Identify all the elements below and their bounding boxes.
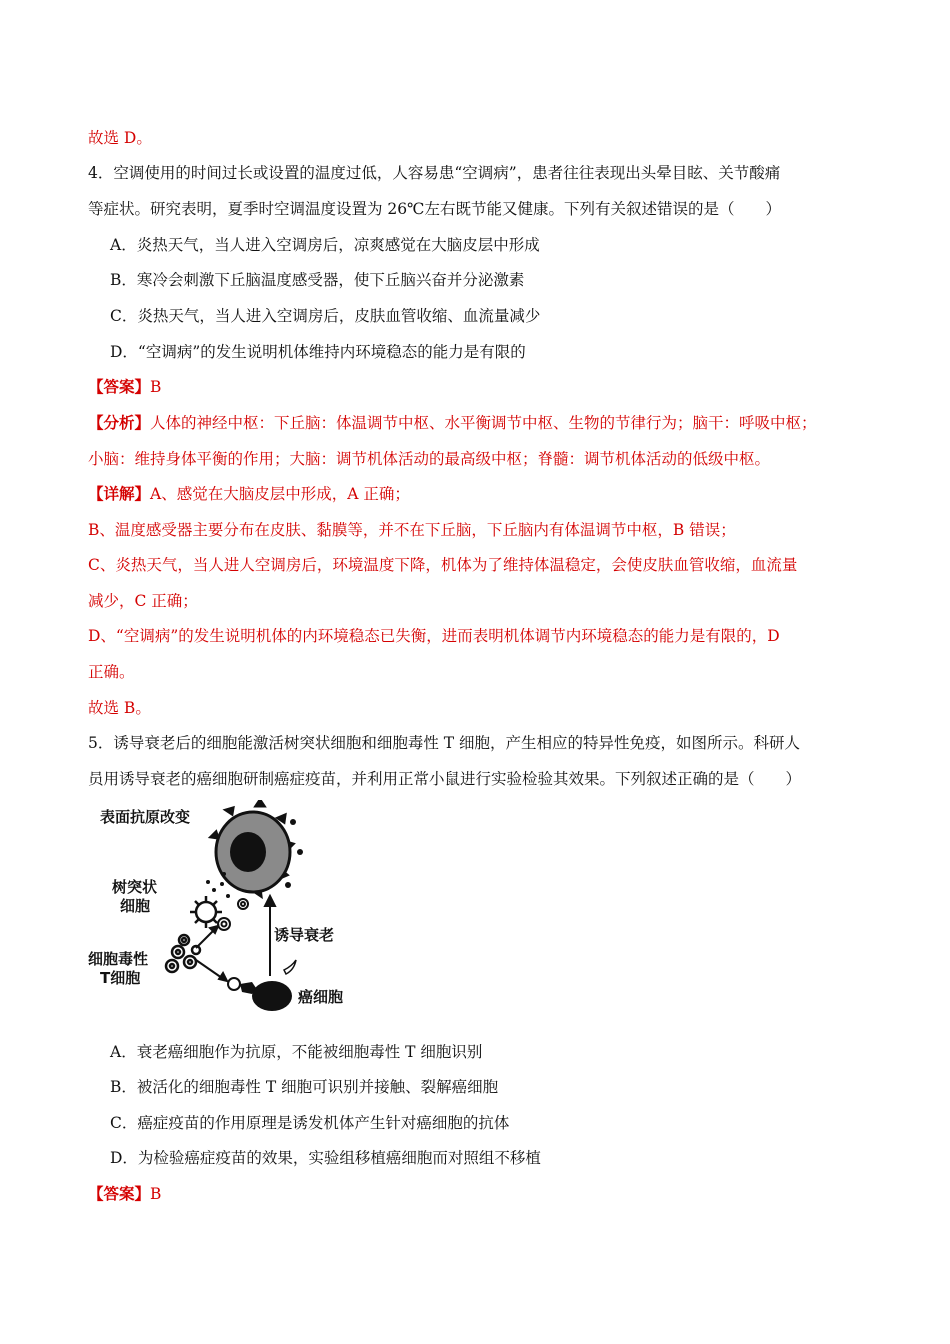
label-dendritic-1: 树突状 xyxy=(112,878,158,896)
dendritic-cell xyxy=(190,872,230,928)
q4-detail-line5: D、“空调病”的发生说明机体的内环境稳态已失衡，进而表明机体调节内环境稳态的能力是有限的，D xyxy=(88,627,780,645)
q4-option-c: C．炎热天气，当人进入空调房后，皮肤血管收缩、血流量减少 xyxy=(110,307,541,325)
q5-option-d: D．为检验癌症疫苗的效果，实验组移植癌细胞而对照组不移植 xyxy=(110,1149,541,1167)
q4-stem-line2: 等症状。研究表明，夏季时空调温度设置为 26℃左右既节能又健康。下列有关叙述错误的是（ ） xyxy=(88,200,781,218)
q5-answer-tag: 【答案】 xyxy=(88,1185,151,1203)
q5-answer-value: B xyxy=(150,1185,162,1203)
q4-analysis-line2: 小脑：维持身体平衡的作用；大脑：调节机体活动的最高级中枢；脊髓：调节机体活动的低级中枢。 xyxy=(88,450,771,468)
q4-detail-tag: 【详解】 xyxy=(88,485,151,503)
t-cell xyxy=(166,935,200,972)
q4-answer xyxy=(88,376,161,398)
q4-detail-text1: A、感觉在大脑皮层中形成，A 正确； xyxy=(150,485,410,503)
label-dendritic-2: 细胞 xyxy=(120,897,151,915)
q4-detail-line6: 正确。 xyxy=(88,663,135,681)
q4-conclusion: 故选 B。 xyxy=(88,699,151,717)
previous-conclusion: 故选 D。 xyxy=(88,129,152,147)
label-cancer-cell: 癌细胞 xyxy=(298,988,344,1006)
q4-answer-value: B xyxy=(150,378,162,396)
q5-option-b: B．被活化的细胞毒性 T 细胞可识别并接触、裂解癌细胞 xyxy=(110,1078,499,1096)
immune-diagram xyxy=(88,800,348,1020)
q5-answer xyxy=(88,1183,161,1205)
q4-analysis-line1 xyxy=(88,412,817,434)
q4-option-d: D．“空调病”的发生说明机体维持内环境稳态的能力是有限的 xyxy=(110,343,526,361)
antigen-marks xyxy=(218,899,248,930)
label-surface-antigen: 表面抗原改变 xyxy=(100,808,191,826)
q4-option-b: B．寒冷会刺激下丘脑温度感受器，使下丘脑兴奋并分泌激素 xyxy=(110,271,525,289)
label-tcell-1: 细胞毒性 xyxy=(88,950,149,968)
q4-stem-line1: 4．空调使用的时间过长或设置的温度过低，人容易患“空调病”，患者往往表现出头晕目眩、关节酸痛 xyxy=(88,164,781,182)
label-induce-senescence: 诱导衰老 xyxy=(274,926,335,944)
senescent-cell xyxy=(211,800,303,896)
q4-analysis-tag: 【分析】 xyxy=(88,414,151,432)
q4-option-a: A．炎热天气，当人进入空调房后，凉爽感觉在大脑皮层中形成 xyxy=(110,236,540,254)
q4-detail-line2: B、温度感受器主要分布在皮肤、黏膜等，并不在下丘脑，下丘脑内有体温调节中枢，B 错误； xyxy=(88,521,736,539)
q5-option-a: A．衰老癌细胞作为抗原，不能被细胞毒性 T 细胞识别 xyxy=(110,1043,483,1061)
q5-stem-line1: 5．诱导衰老后的细胞能激活树突状细胞和细胞毒性 T 细胞，产生相应的特异性免疫，如图所示。科研人 xyxy=(88,734,801,752)
q4-answer-tag: 【答案】 xyxy=(88,378,151,396)
q5-option-c: C．癌症疫苗的作用原理是诱发机体产生针对癌细胞的抗体 xyxy=(110,1114,510,1132)
q4-detail-line1 xyxy=(88,483,410,505)
cancer-cell xyxy=(228,960,296,1011)
q4-detail-line4: 减少，C 正确； xyxy=(88,592,198,610)
label-tcell-2: T细胞 xyxy=(100,969,141,987)
q5-stem-line2: 员用诱导衰老的癌细胞研制癌症疫苗，并利用正常小鼠进行实验检验其效果。下列叙述正确的是（ ） xyxy=(88,770,802,788)
q4-detail-line3: C、炎热天气，当人进人空调房后，环境温度下降，机体为了维持体温稳定，会使皮肤血管收缩，血流量 xyxy=(88,556,798,574)
q4-analysis-text1: 人体的神经中枢：下丘脑：体温调节中枢、水平衡调节中枢、生物的节律行为；脑干：呼吸中枢； xyxy=(150,414,817,432)
